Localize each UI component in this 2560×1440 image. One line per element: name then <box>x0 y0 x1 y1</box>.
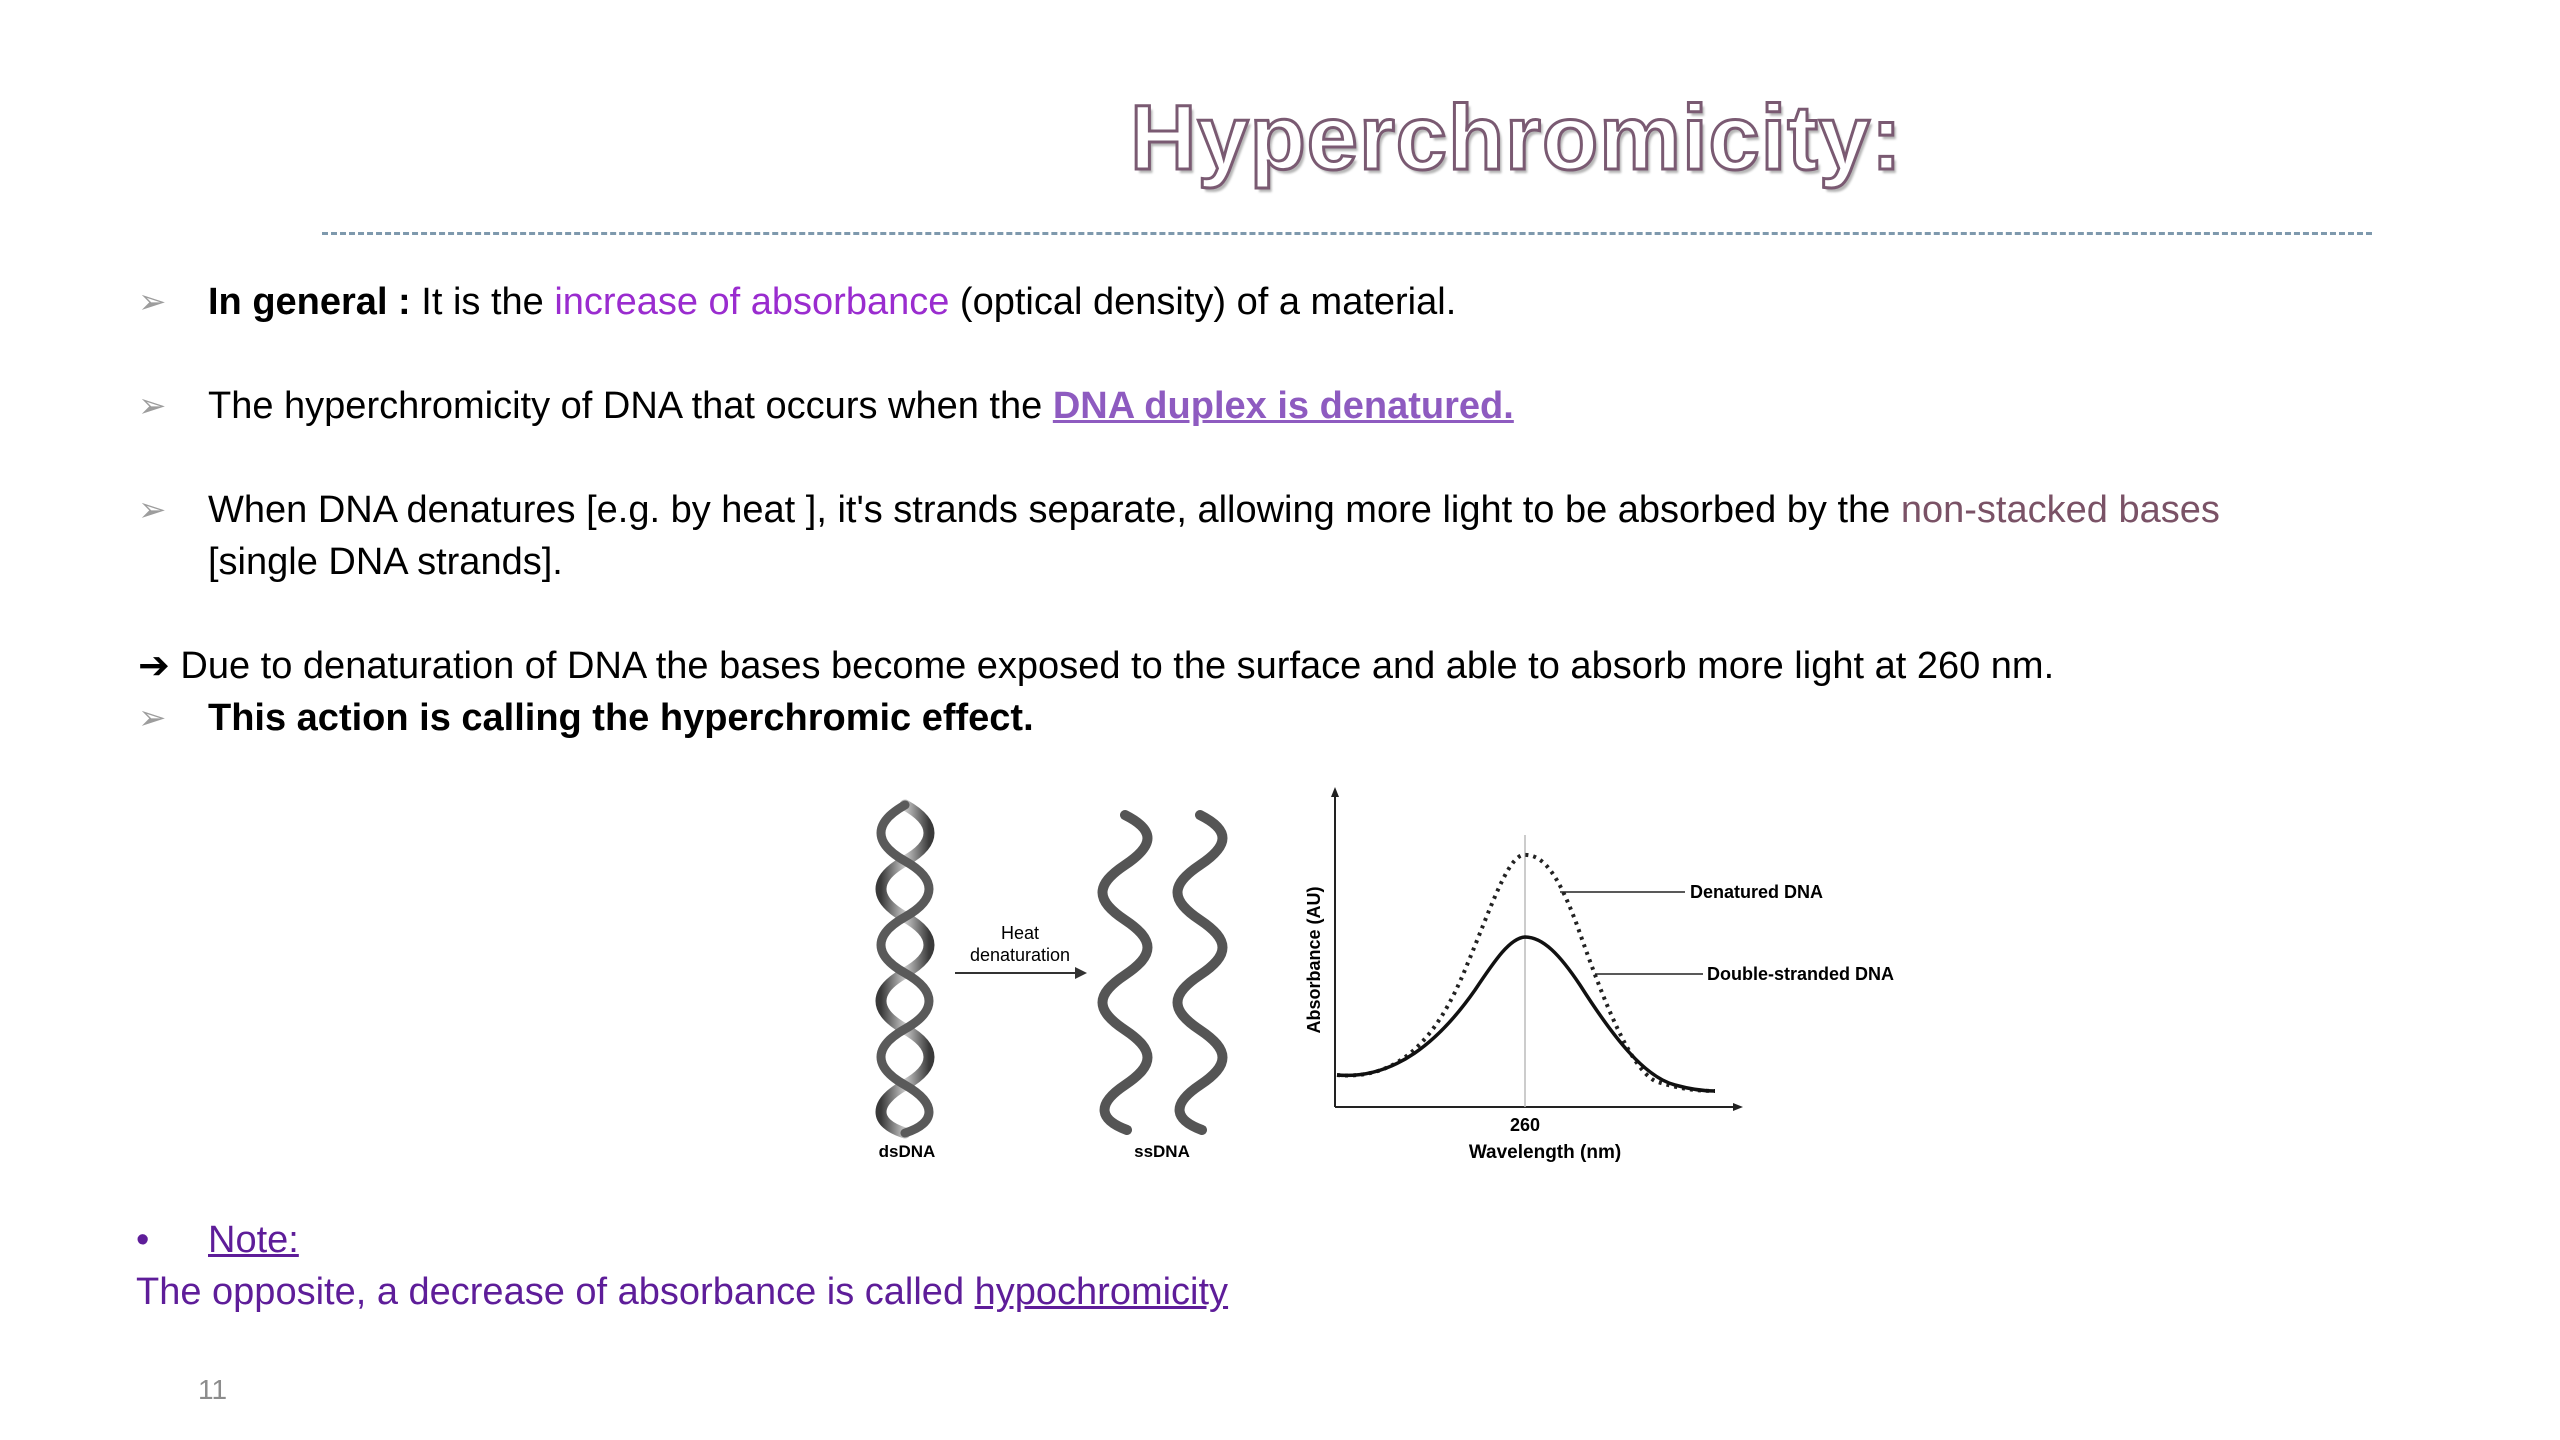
x-axis-label: Wavelength (nm) <box>1468 1142 1622 1163</box>
link-dna-duplex-denatured[interactable]: DNA duplex is denatured. <box>1052 385 1514 427</box>
note-text-body: The opposite, a decrease of absorbance is called <box>136 1271 975 1313</box>
x-axis-arrow-icon <box>1733 1103 1743 1111</box>
bullet-lead: In general : <box>208 281 411 323</box>
arrowhead-bullet-icon: ➢ <box>138 387 167 425</box>
denatured-dna-curve <box>1337 855 1715 1091</box>
note-bullet-icon: • <box>136 1219 150 1261</box>
double-stranded-dna-curve <box>1337 937 1715 1091</box>
series-label-double-stranded: Double-stranded DNA <box>1707 964 1895 984</box>
arrowhead-bullet-icon: ➢ <box>138 283 167 321</box>
denaturation-label: denaturation <box>969 945 1071 965</box>
bullet-dna-duplex <box>208 380 1514 432</box>
hyperchromic-figure <box>855 785 1905 1170</box>
x-tick-260: 260 <box>1509 1115 1541 1135</box>
note-label: Note: <box>208 1219 299 1261</box>
dsdna-helix-icon <box>881 805 929 1133</box>
arrow-statement <box>138 640 2054 692</box>
heat-label: Heat <box>1000 923 1040 943</box>
bullet-text: When DNA denatures [e.g. by heat ], it's strands separate, allowing more light to be absorbed by the <box>208 489 1901 531</box>
bullet-hyperchromic-effect: This action is calling the hyperchromic effect. <box>208 697 1034 739</box>
ssdna-strands-icon <box>1103 815 1223 1130</box>
absorbance-plot <box>1304 787 1894 1163</box>
right-arrow-icon <box>955 967 1087 979</box>
title-divider <box>322 232 2372 235</box>
highlight-non-stacked-bases: non-stacked bases <box>1900 489 2220 531</box>
y-axis-arrow-icon <box>1331 787 1339 797</box>
arrowhead-bullet-icon: ➢ <box>138 699 167 737</box>
y-axis-label: Absorbance (AU) <box>1304 886 1324 1034</box>
ssdna-label: ssDNA <box>1134 1142 1190 1161</box>
bullet-text-line2: [single DNA strands]. <box>208 541 563 583</box>
arrowhead-bullet-icon: ➢ <box>138 491 167 529</box>
slide-title: Hyperchromicity: <box>1130 87 1903 189</box>
arrow-statement-text: Due to denaturation of DNA the bases become exposed to the surface and able to absorb more light at 260 nm. <box>180 645 2055 687</box>
page-number: 11 <box>198 1374 228 1405</box>
bullet-text: The hyperchromicity of DNA that occurs when the <box>208 385 1053 427</box>
bullet-denatures <box>208 484 2220 588</box>
note-text <box>136 1266 1228 1318</box>
bullet-text: It is the <box>410 281 555 323</box>
series-label-denatured: Denatured DNA <box>1690 882 1824 902</box>
term-hypochromicity: hypochromicity <box>974 1271 1229 1313</box>
highlight-increase-absorbance: increase of absorbance <box>554 281 950 323</box>
right-arrow-icon: ➔ <box>138 645 170 687</box>
dsdna-label: dsDNA <box>878 1142 936 1161</box>
bullet-text: (optical density) of a material. <box>949 281 1457 323</box>
bullet-general <box>208 276 1456 328</box>
